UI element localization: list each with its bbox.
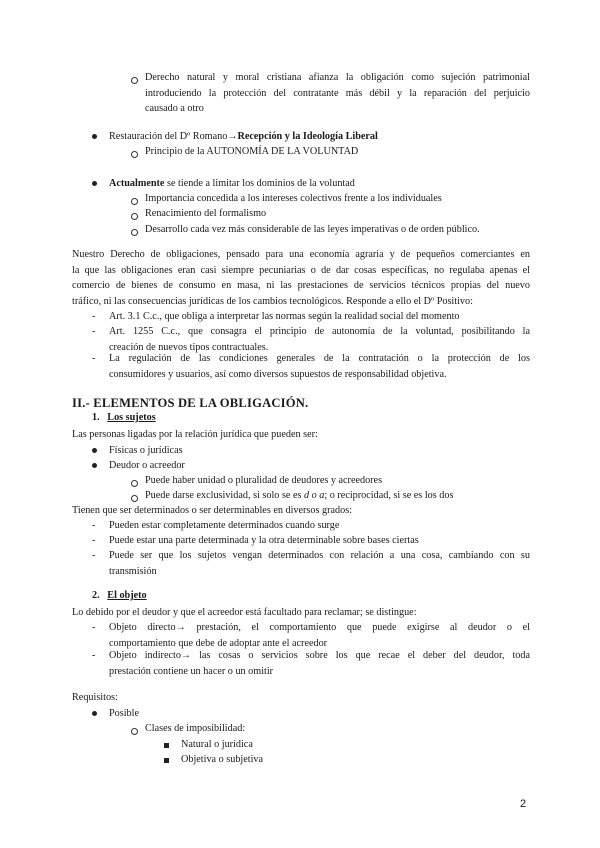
positivo-item: Art. 1255 C.c., que consagra el principio de autonomía de la voluntad, posibilitando la creación de nuevos tipos contractuales. — [109, 326, 530, 353]
dash-bullet: - — [92, 650, 96, 661]
determinados-item: Pueden estar completamente determinados cuando surge — [109, 520, 340, 531]
autonomia-line: Principio de la AUTONOMÍA DE LA VOLUNTAD — [145, 146, 359, 157]
actualmente-item: Importancia concedida a los intereses colectivos frente a los individuales — [145, 193, 442, 204]
square-bullet-icon — [164, 758, 169, 763]
determinados-intro: Tienen que ser determinados o ser determinables en diversos grados: — [72, 505, 352, 516]
actualmente-item: Desarrollo cada vez más considerable de las leyes imperativas o de orden público. — [145, 224, 480, 235]
requisitos-bullet: Posible — [109, 708, 140, 719]
bullet-dot-icon — [92, 711, 97, 716]
positivo-item: La regulación de las condiciones generales de la contratación o la protección de los consumidores y usuarios, así como diversos supuestos de responsabilidad objetiva. — [109, 353, 530, 380]
sujetos-intro: Las personas ligadas por la relación jurídica que pueden ser: — [72, 429, 318, 440]
derecho-natural-text: Derecho natural y moral cristiana afianza la obligación como sujeción patrimonial introduciendo la protección del contratante más débil y la reparación del perjuicio causado a otro — [145, 72, 530, 114]
circle-bullet-icon — [131, 495, 138, 502]
restauracion-line: Restauración del Dº Romano→Recepción y la Ideología Liberal — [109, 131, 378, 142]
arrow-right-icon: → — [227, 131, 238, 142]
determinados-item: Puede estar una parte determinada y la otra determinable sobre bases ciertas — [109, 535, 419, 546]
actualmente-line: Actualmente se tiende a limitar los dominios de la voluntad — [109, 178, 355, 189]
dash-bullet: - — [92, 326, 96, 337]
derecho-obligaciones-paragraph: Nuestro Derecho de obligaciones, pensado para una economía agraria y de pequeños comerciantes en la que las obligaciones eran casi siempre pecuniarias o de dar cosas específicas, no regulaba apenas el comercio de bienes de consumo en masa, ni las prestaciones de servicios técnicos propias del nuevo tráfico, ni las consecuencias jurídicas de los cambios tecnológicos. Responde a ello el Dº Positivo: — [72, 249, 530, 307]
bullet-dot-icon — [92, 463, 97, 468]
determinados-item: Puede ser que los sujetos vengan determinados con relación a una cosa, cambiando con su transmisión — [109, 550, 530, 577]
clases-item: Natural o jurídica — [181, 739, 253, 750]
dash-bullet: - — [92, 520, 96, 531]
dash-bullet: - — [92, 622, 96, 633]
dash-bullet: - — [92, 535, 96, 546]
objeto-item: Objeto indirecto→ las cosas o servicios sobre los que recae el deber del deudor, toda prestación contiene un hacer o un omitir — [109, 650, 530, 677]
section-heading: II.- ELEMENTOS DE LA OBLIGACIÓN. — [72, 396, 309, 410]
dash-bullet: - — [92, 550, 96, 561]
circle-bullet-icon — [131, 77, 138, 84]
circle-bullet-icon — [131, 151, 138, 158]
bullet-dot-icon — [92, 448, 97, 453]
sujetos-bullet: Deudor o acreedor — [109, 460, 185, 471]
actualmente-item: Renacimiento del formalismo — [145, 208, 267, 219]
sujetos-heading: 1. Los sujetos — [92, 412, 156, 423]
clases-item: Objetiva o subjetiva — [181, 754, 264, 765]
circle-bullet-icon — [131, 213, 138, 220]
circle-bullet-icon — [131, 728, 138, 735]
objeto-item: Objeto directo→ prestación, el comportamiento que puede exigirse al deudor o el comportamiento que debe de adoptar ante el acreedor — [109, 622, 530, 649]
sujetos-bullet: Físicas o jurídicas — [109, 445, 183, 456]
objeto-heading: 2. El objeto — [92, 590, 147, 601]
dash-bullet: - — [92, 311, 96, 322]
deudor-sub-item: Puede haber unidad o pluralidad de deudores y acreedores — [145, 475, 383, 486]
page-number: 2 — [520, 798, 527, 810]
bullet-dot-icon — [92, 134, 97, 139]
clases-line: Clases de imposibilidad: — [145, 723, 246, 734]
requisitos-title: Requisitos: — [72, 692, 118, 703]
dash-bullet: - — [92, 353, 96, 364]
circle-bullet-icon — [131, 229, 138, 236]
bullet-dot-icon — [92, 181, 97, 186]
circle-bullet-icon — [131, 480, 138, 487]
square-bullet-icon — [164, 743, 169, 748]
objeto-intro: Lo debido por el deudor y que el acreedor está facultado para reclamar; se distingue: — [72, 607, 417, 618]
positivo-item: Art. 3.1 C.c., que obliga a interpretar las normas según la realidad social del momento — [109, 311, 460, 322]
deudor-sub-item: Puede darse exclusividad, si solo se es d o a; o reciprocidad, si se es los dos — [145, 490, 454, 501]
circle-bullet-icon — [131, 198, 138, 205]
